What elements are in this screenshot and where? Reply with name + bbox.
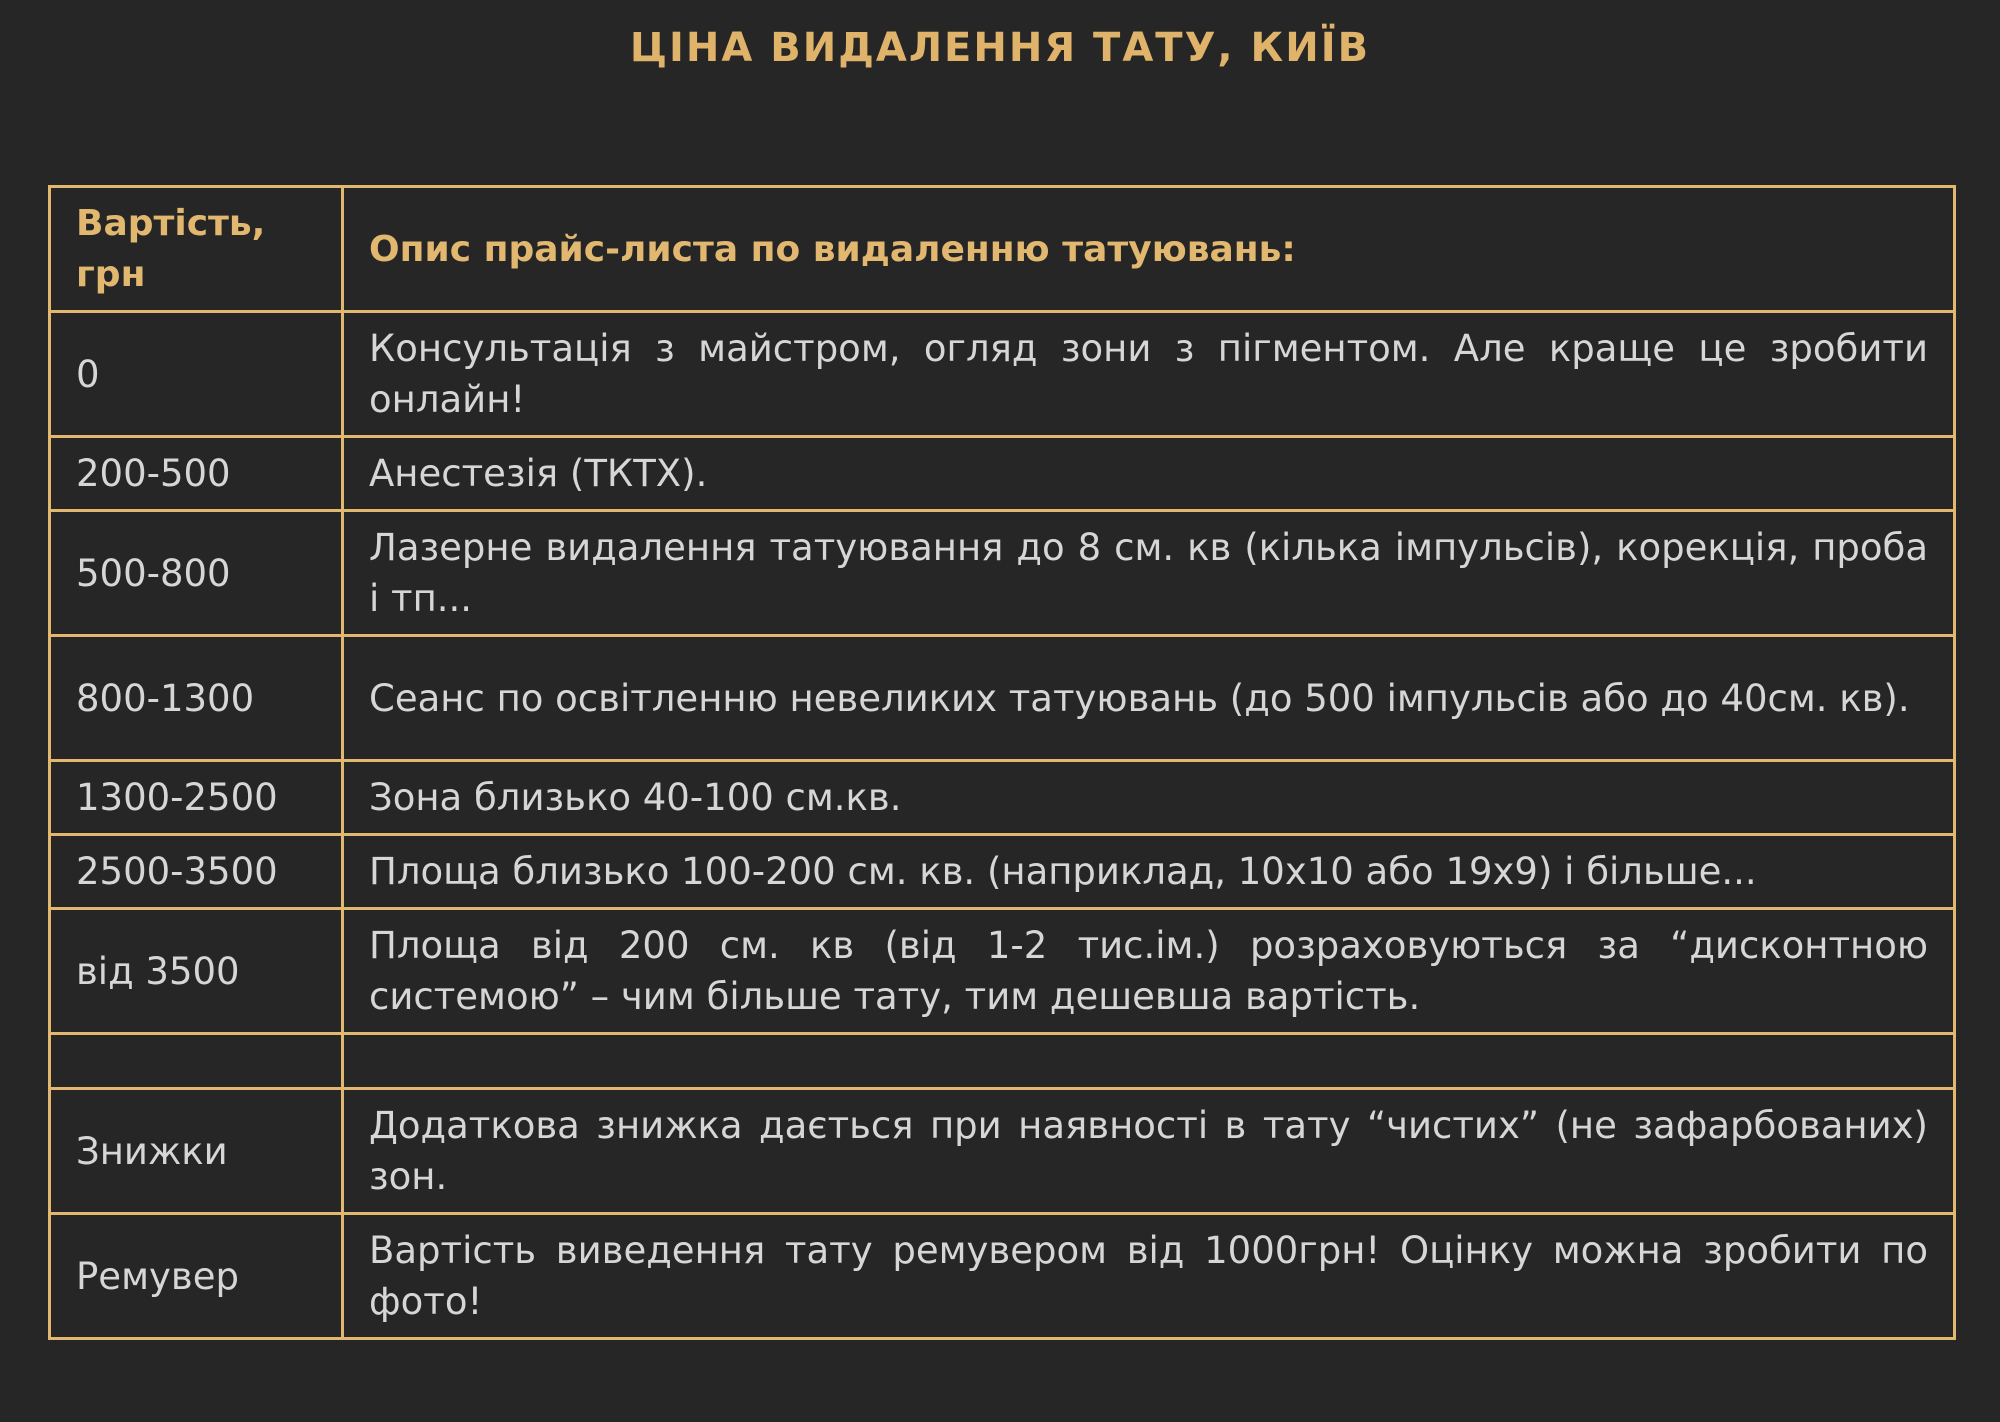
table-header-row — [50, 187, 1955, 312]
price-cell: 500-800 — [50, 511, 343, 636]
table-row — [50, 511, 1955, 636]
discount-label: Знижки — [50, 1089, 343, 1214]
description-cell: Площа від 200 см. кв (від 1-2 тис.ім.) розраховуються за “дисконтною системою” – чим більше тату, тим дешевша вартість. — [343, 909, 1955, 1034]
table-row — [50, 1214, 1955, 1339]
table-row — [50, 437, 1955, 511]
description-cell: Вартість виведення тату ремувером від 1000грн! Оцінку можна зробити по фото! — [343, 1214, 1955, 1339]
description-cell: Анестезія (ТКТХ). — [343, 437, 1955, 511]
description-cell: Лазерне видалення татуювання до 8 см. кв (кілька імпульсів), корекція, проба і тп... — [343, 511, 1955, 636]
table-row — [50, 312, 1955, 437]
table-row — [50, 909, 1955, 1034]
description-cell: Площа близько 100-200 см. кв. (наприклад, 10х10 або 19х9) і більше... — [343, 835, 1955, 909]
table-row — [50, 636, 1955, 761]
price-cell: 2500-3500 — [50, 835, 343, 909]
table-row — [50, 761, 1955, 835]
empty-row — [50, 1034, 1955, 1089]
price-column-header: Вартість, грн — [50, 187, 343, 312]
price-cell: 0 — [50, 312, 343, 437]
price-cell: від 3500 — [50, 909, 343, 1034]
description-cell: Сеанс по освітленню невеликих татуювань (до 500 імпульсів або до 40см. кв). — [343, 636, 1955, 761]
page-title: ЦІНА ВИДАЛЕННЯ ТАТУ, КИЇВ — [629, 25, 1371, 71]
description-cell — [343, 1034, 1955, 1089]
price-table — [48, 185, 1956, 1340]
table-row — [50, 835, 1955, 909]
description-cell: Додаткова знижка дається при наявності в тату “чистих” (не зафарбованих) зон. — [343, 1089, 1955, 1214]
price-cell: 200-500 — [50, 437, 343, 511]
description-column-header: Опис прайс-листа по видаленню татуювань: — [343, 187, 1955, 312]
price-cell — [50, 1034, 343, 1089]
price-cell: 800-1300 — [50, 636, 343, 761]
discount-row — [50, 1089, 1955, 1214]
price-cell: Ремувер — [50, 1214, 343, 1339]
description-cell: Консультація з майстром, огляд зони з пігментом. Але краще це зробити онлайн! — [343, 312, 1955, 437]
description-cell: Зона близько 40-100 см.кв. — [343, 761, 1955, 835]
price-cell: 1300-2500 — [50, 761, 343, 835]
